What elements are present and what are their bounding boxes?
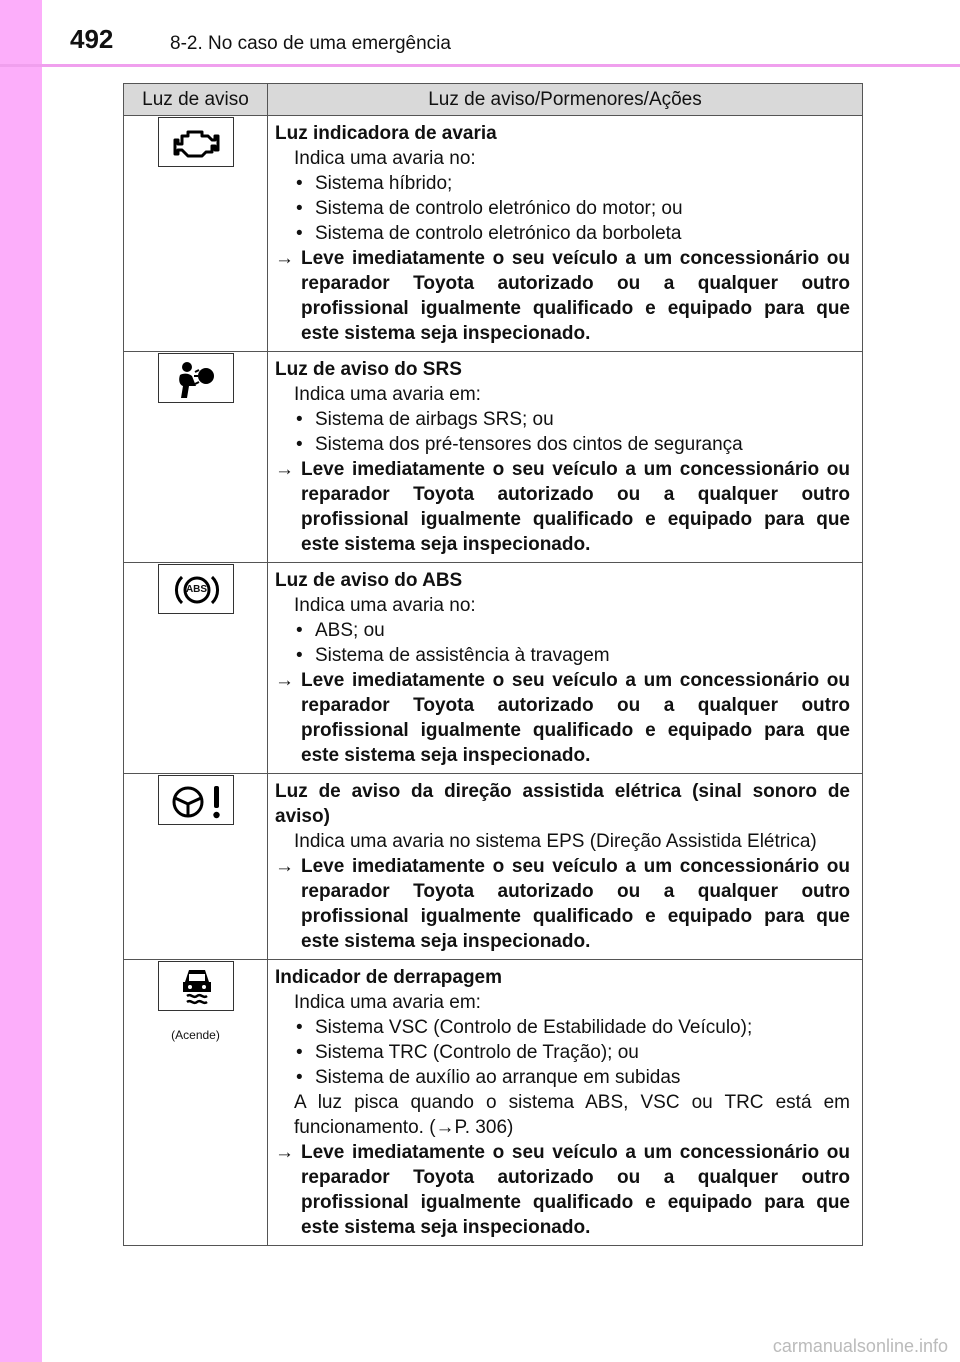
action-instruction: → Leve imediatamente o seu veículo a um concessionário ou reparador Toyota autorizado ou a qualquer outro profissional igualmente qualificado e equipado para que este sistema seja inspecionado.	[275, 248, 850, 344]
page-header	[0, 0, 960, 66]
abs-icon-label: ABS	[185, 584, 208, 595]
details-cell	[268, 352, 863, 563]
bullet-item: • Sistema de airbags SRS; ou	[296, 409, 554, 430]
table-row	[124, 116, 863, 352]
warning-title: Luz de aviso do ABS	[275, 570, 463, 591]
watermark: carmanualsonline.info	[772, 1336, 948, 1356]
details-cell	[268, 774, 863, 960]
description-line: Indica uma avaria no:	[294, 595, 476, 616]
action-instruction: → Leve imediatamente o seu veículo a um concessionário ou reparador Toyota autorizado ou a qualquer outro profissional igualmente qualificado e equipado para que este sistema seja inspecionado.	[275, 1142, 850, 1238]
side-tab-bar	[0, 0, 42, 1362]
action-instruction: → Leve imediatamente o seu veículo a um concessionário ou reparador Toyota autorizado ou a qualquer outro profissional igualmente qualificado e equipado para que este sistema seja inspecionado.	[275, 670, 850, 766]
table-row	[124, 563, 863, 774]
bullet-item: • Sistema dos pré-tensores dos cintos de segurança	[296, 434, 743, 455]
warning-lights-table	[123, 83, 863, 1246]
warning-light-cell	[124, 116, 268, 352]
page-number: 492	[70, 24, 114, 54]
details-cell	[268, 116, 863, 352]
header-divider	[0, 64, 960, 67]
details-cell	[268, 960, 863, 1246]
bullet-item: • Sistema TRC (Controlo de Tração); ou	[296, 1042, 639, 1063]
abs-icon	[158, 564, 234, 614]
table-header-row	[124, 84, 863, 116]
warning-title: Luz indicadora de avaria	[275, 123, 497, 144]
warning-light-cell	[124, 960, 268, 1246]
srs-airbag-icon	[158, 353, 234, 403]
description-line: Indica uma avaria no sistema EPS (Direção Assistida Elétrica)	[294, 831, 817, 852]
slip-indicator-icon	[158, 961, 234, 1011]
table-row	[124, 774, 863, 960]
note-line: A luz pisca quando o sistema ABS, VSC ou TRC está em funcionamento. (→P. 306)	[294, 1092, 850, 1138]
bullet-item: • Sistema de controlo eletrónico da borboleta	[296, 223, 682, 244]
section-title: 8-2. No caso de uma emergência	[170, 33, 451, 54]
warning-light-cell	[124, 774, 268, 960]
bullet-item: • Sistema híbrido;	[296, 173, 453, 194]
icon-caption: (Acende)	[171, 1028, 220, 1042]
col-header-light: Luz de aviso	[124, 84, 268, 116]
warning-light-cell	[124, 563, 268, 774]
bullet-item: • Sistema de assistência à travagem	[296, 645, 610, 666]
warning-light-cell	[124, 352, 268, 563]
description-line: Indica uma avaria no:	[294, 148, 476, 169]
check-engine-icon	[158, 117, 234, 167]
details-cell	[268, 563, 863, 774]
eps-steering-warning-icon	[158, 775, 234, 825]
bullet-item: • ABS; ou	[296, 620, 385, 641]
action-instruction: → Leve imediatamente o seu veículo a um concessionário ou reparador Toyota autorizado ou a qualquer outro profissional igualmente qualificado e equipado para que este sistema seja inspecionado.	[275, 856, 850, 952]
description-line: Indica uma avaria em:	[294, 384, 481, 405]
warning-title: Luz de aviso do SRS	[275, 359, 462, 380]
action-instruction: → Leve imediatamente o seu veículo a um concessionário ou reparador Toyota autorizado ou a qualquer outro profissional igualmente qualificado e equipado para que este sistema seja inspecionado.	[275, 459, 850, 555]
bullet-item: • Sistema de controlo eletrónico do motor; ou	[296, 198, 683, 219]
table-row	[124, 352, 863, 563]
warning-title: Luz de aviso da direção assistida elétrica (sinal sonoro de aviso)	[275, 781, 850, 827]
bullet-item: • Sistema de auxílio ao arranque em subidas	[296, 1067, 681, 1088]
bullet-item: • Sistema VSC (Controlo de Estabilidade do Veículo);	[296, 1017, 753, 1038]
warning-title: Indicador de derrapagem	[275, 967, 503, 988]
col-header-details: Luz de aviso/Pormenores/Ações	[268, 84, 863, 116]
description-line: Indica uma avaria em:	[294, 992, 481, 1013]
table-row	[124, 960, 863, 1246]
